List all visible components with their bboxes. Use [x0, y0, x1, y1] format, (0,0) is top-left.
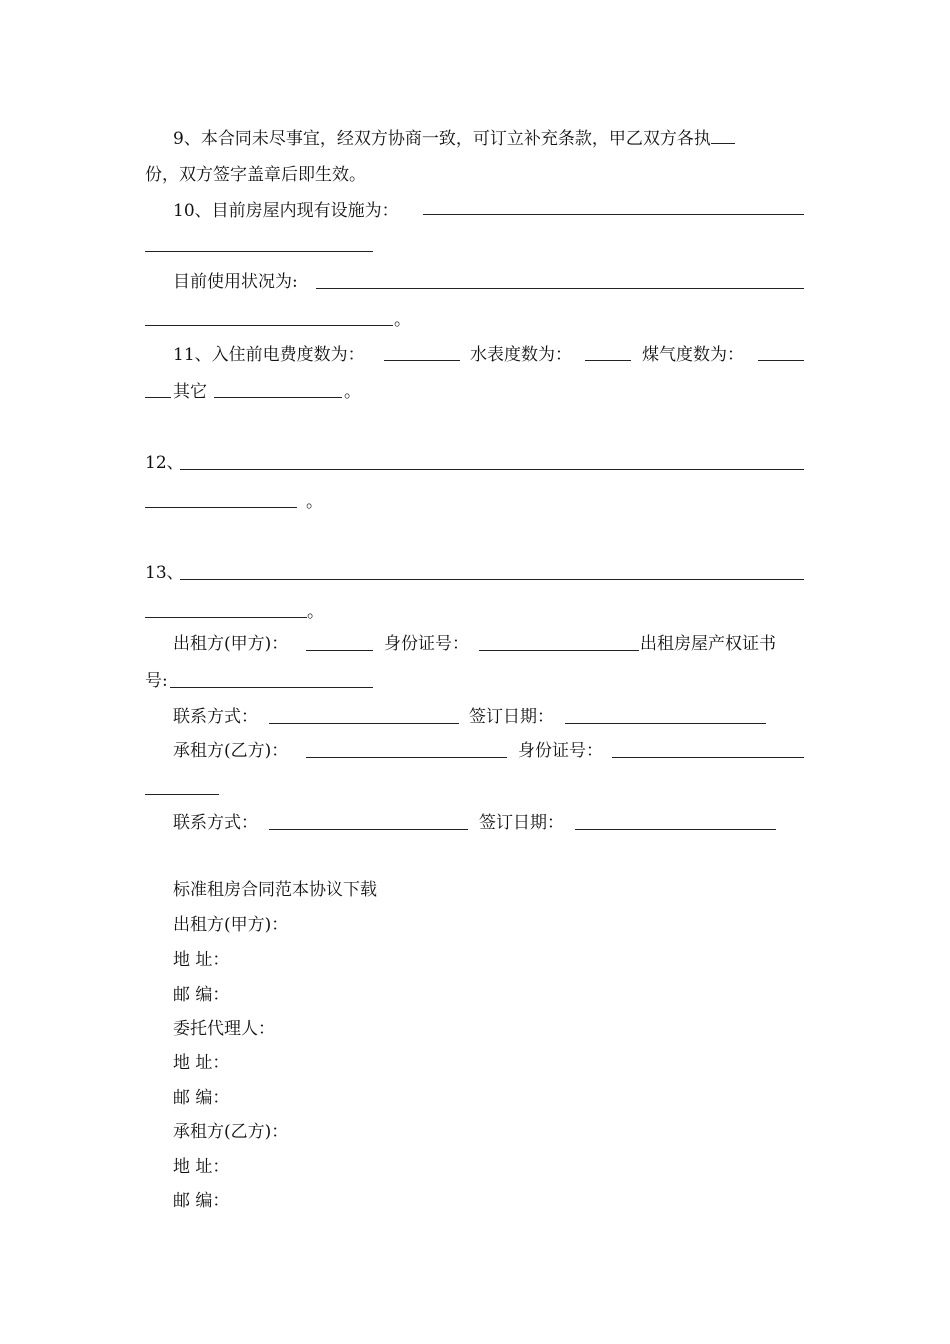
gas-blank-cont: [145, 383, 171, 398]
template-postcode-1: 邮 编：: [173, 985, 230, 1005]
template-address-1: 地 址：: [173, 950, 230, 970]
property-cert-blank: [170, 673, 373, 688]
property-cert-label: 出租房屋产权证书: [640, 634, 776, 654]
gas-blank: [758, 346, 804, 361]
lessee-id-blank-cont: [145, 780, 219, 795]
item13-label: 13、: [145, 563, 184, 583]
lessor-label: 出租方(甲方)：: [173, 634, 289, 654]
item10-line1: [173, 200, 399, 222]
lessee-sign-date-label: 签订日期：: [479, 813, 564, 833]
item9-line1: [173, 128, 735, 150]
item11-period: 。: [344, 382, 361, 402]
template-agent: 委托代理人：: [173, 1019, 275, 1039]
item11-gas-label: 煤气度数为：: [642, 345, 744, 365]
copies-blank: [711, 129, 735, 144]
lessor-blank: [306, 636, 373, 651]
lessor-id-blank: [479, 636, 639, 651]
template-address-2: 地 址：: [173, 1053, 230, 1073]
lessor-contact-blank: [269, 709, 459, 724]
item13-blank: [180, 565, 804, 580]
item9-text: 9、本合同未尽事宜，经双方协商一致，可订立补充条款，甲乙双方各执: [173, 129, 711, 149]
lessee-contact-label: 联系方式：: [173, 813, 258, 833]
item10-status: 目前使用状况为:: [173, 272, 298, 292]
template-lessor: 出租方(甲方)：: [173, 915, 289, 935]
item13-period: 。: [307, 602, 324, 622]
item10-period: 。: [394, 310, 411, 330]
status-blank: [316, 274, 804, 289]
lessor-sign-date-label: 签订日期：: [469, 707, 554, 727]
lessee-label: 承租方(乙方)：: [173, 741, 289, 761]
other-blank: [214, 383, 342, 398]
item10-label: 10、目前房屋内现有设施为：: [173, 201, 399, 221]
water-blank: [585, 346, 631, 361]
property-cert-no-label: 号:: [145, 671, 168, 691]
template-postcode-3: 邮 编：: [173, 1191, 230, 1211]
lessee-blank: [306, 743, 507, 758]
template-postcode-2: 邮 编：: [173, 1088, 230, 1108]
item12-blank-cont: [145, 493, 297, 508]
item12-period: 。: [306, 492, 323, 512]
facilities-blank: [423, 200, 804, 215]
lessee-id-blank: [612, 743, 804, 758]
item12-label: 12、: [145, 453, 184, 473]
lessor-sign-date-blank: [565, 709, 766, 724]
electric-blank: [384, 346, 460, 361]
lessor-id-label: 身份证号：: [384, 634, 469, 654]
template-address-3: 地 址：: [173, 1157, 230, 1177]
lessee-id-label: 身份证号：: [518, 741, 603, 761]
item9-line2: 份，双方签字盖章后即生效。: [145, 165, 366, 185]
item11-water-label: 水表度数为：: [470, 345, 572, 365]
template-title: 标准租房合同范本协议下载: [173, 880, 377, 900]
lessee-contact-blank: [269, 815, 468, 830]
item12-blank: [180, 455, 804, 470]
template-lessee: 承租方(乙方)：: [173, 1122, 289, 1142]
item13-blank-cont: [145, 603, 307, 618]
lessor-contact-label: 联系方式：: [173, 707, 258, 727]
lessee-sign-date-blank: [575, 815, 776, 830]
status-blank-cont: [145, 311, 393, 326]
facilities-blank-cont: [145, 237, 373, 252]
item11-electric-label: 11、入住前电费度数为：: [173, 345, 365, 365]
item11-other-label: 其它: [173, 382, 207, 402]
